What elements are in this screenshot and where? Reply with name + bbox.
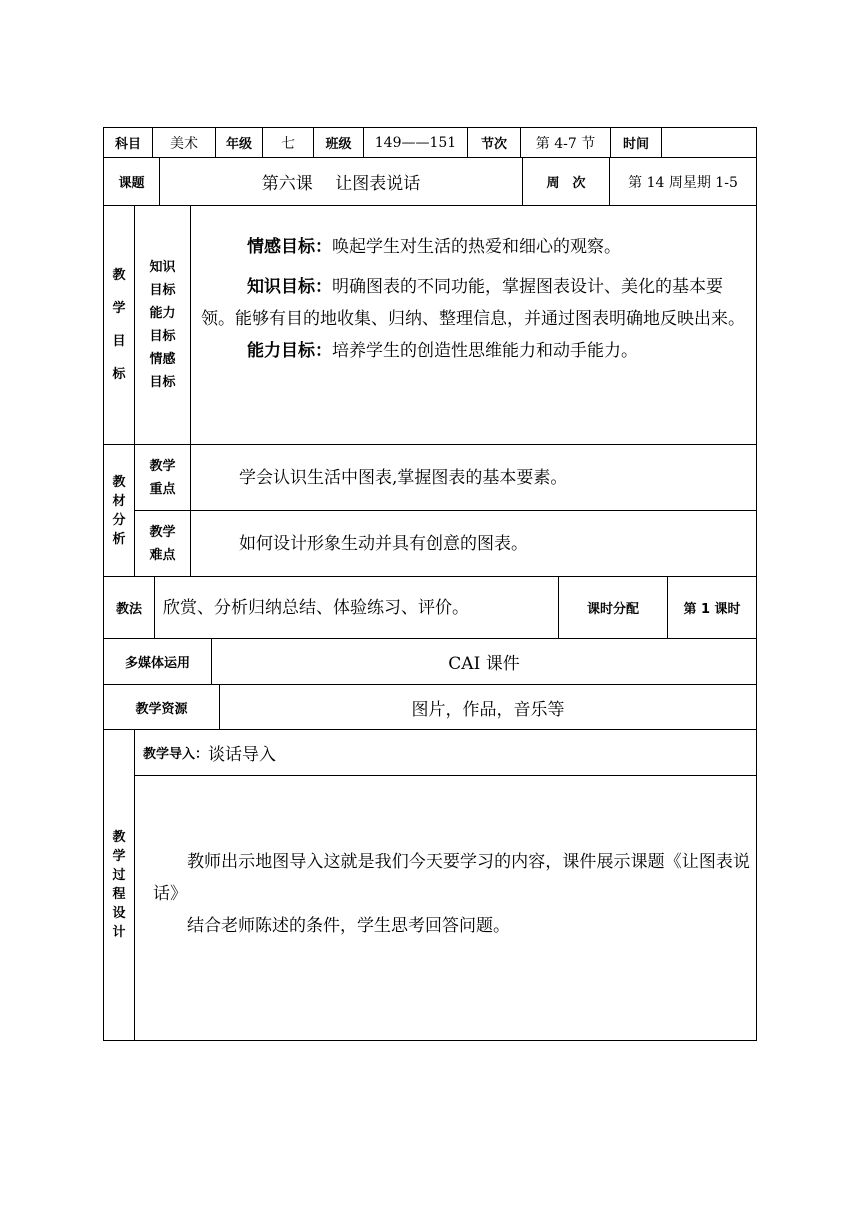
- method-label: 教法: [103, 577, 155, 639]
- topic-row: [103, 158, 757, 206]
- analysis-char: 析: [112, 531, 126, 547]
- knowledge-objective: [201, 271, 748, 335]
- objectives-content: [191, 206, 757, 445]
- hours-value: 第 1 课时: [668, 577, 757, 639]
- sub-label: 知识: [149, 260, 176, 275]
- objectives-char: 学: [112, 301, 126, 316]
- key-label-line: 教学: [149, 458, 176, 474]
- sub-label: 目标: [149, 329, 176, 344]
- media-label: 多媒体运用: [103, 639, 212, 685]
- analysis-char: 材: [112, 493, 126, 509]
- key-points-text: 学会认识生活中图表,掌握图表的基本要素。: [191, 445, 757, 511]
- analysis-section-label: [103, 445, 135, 577]
- difficulty-label: [135, 511, 191, 577]
- objectives-char: 目: [112, 334, 126, 349]
- analysis-char: 教: [112, 474, 126, 490]
- objectives-sub-labels: [135, 206, 191, 445]
- analysis-body: [135, 445, 757, 577]
- hours-label: 课时分配: [559, 577, 668, 639]
- difficulty-label-line: 难点: [149, 547, 176, 563]
- knowledge-objective-label: 知识目标：: [247, 277, 332, 297]
- process-paragraph-2: 结合老师陈述的条件，学生思考回答问题。: [187, 916, 510, 936]
- media-value: CAI 课件: [212, 639, 757, 685]
- analysis-char: 分: [112, 512, 126, 528]
- key-points-row: [135, 445, 757, 511]
- intro-value: 谈话导入: [208, 745, 277, 765]
- emotion-objective-label: 情感目标：: [247, 237, 332, 257]
- ability-objective-text: 培养学生的创造性思维能力和动手能力。: [332, 341, 638, 361]
- time-label: 时间: [611, 127, 662, 158]
- process-char: 程: [112, 887, 126, 902]
- analysis-row: [103, 445, 757, 577]
- lesson-plan-table: [103, 127, 757, 1041]
- ability-objective-label: 能力目标：: [247, 341, 332, 361]
- process-row: [103, 730, 757, 1041]
- sub-label: 情感: [149, 352, 176, 367]
- resources-value: 图片，作品，音乐等: [220, 685, 757, 730]
- grade-value: 七: [263, 127, 314, 158]
- difficulty-text: 如何设计形象生动并具有创意的图表。: [191, 511, 757, 577]
- objectives-char: 教: [112, 268, 126, 283]
- process-char: 过: [112, 868, 126, 883]
- subject-label: 科目: [103, 127, 153, 158]
- key-points-label: [135, 445, 191, 511]
- process-body: [135, 730, 757, 1041]
- topic-label: 课题: [103, 158, 160, 206]
- subject-value: 美术: [153, 127, 216, 158]
- process-char: 设: [112, 906, 126, 921]
- process-char: 计: [112, 925, 126, 940]
- week-value: 第 14 周星期 1-5: [610, 158, 757, 206]
- sub-label: 能力: [149, 306, 176, 321]
- key-label-line: 重点: [149, 481, 176, 497]
- knowledge-objective-text: 明确图表的不同功能，掌握图表设计、美化的基本要领。能够有目的地收集、归纳、整理信息，并通过图表明确地反映出来。: [201, 277, 745, 329]
- grade-label: 年级: [216, 127, 263, 158]
- header-row: [103, 127, 757, 158]
- period-label: 节次: [468, 127, 521, 158]
- process-paragraph-1: 教师出示地图导入这就是我们今天要学习的内容，课件展示课题《让图表说话》: [153, 852, 750, 904]
- difficulty-label-line: 教学: [149, 524, 176, 540]
- topic-value: 第六课 让图表说话: [160, 158, 523, 206]
- class-value: 149——151: [364, 127, 468, 158]
- resources-row: [103, 685, 757, 730]
- method-text: 欣赏、分析归纳总结、体验练习、评价。: [155, 577, 559, 639]
- sub-label: 目标: [149, 283, 176, 298]
- time-value: [662, 127, 757, 158]
- objectives-row: [103, 206, 757, 445]
- objectives-section-label: [103, 206, 135, 445]
- class-label: 班级: [314, 127, 364, 158]
- period-value: 第 4-7 节: [521, 127, 611, 158]
- resources-label: 教学资源: [103, 685, 220, 730]
- intro-row: [135, 730, 757, 776]
- process-char: 学: [112, 849, 126, 864]
- method-row: [103, 577, 757, 639]
- intro-label: 教学导入：: [143, 747, 209, 762]
- media-row: [103, 639, 757, 685]
- process-char: 教: [112, 830, 126, 845]
- ability-objective: [201, 335, 748, 367]
- emotion-objective: [201, 231, 748, 263]
- difficulty-row: [135, 511, 757, 577]
- week-label: 周 次: [523, 158, 610, 206]
- process-section-label: [103, 730, 135, 1041]
- process-content: [135, 776, 757, 1041]
- sub-label: 目标: [149, 375, 176, 390]
- objectives-char: 标: [112, 367, 126, 382]
- emotion-objective-text: 唤起学生对生活的热爱和细心的观察。: [332, 237, 621, 257]
